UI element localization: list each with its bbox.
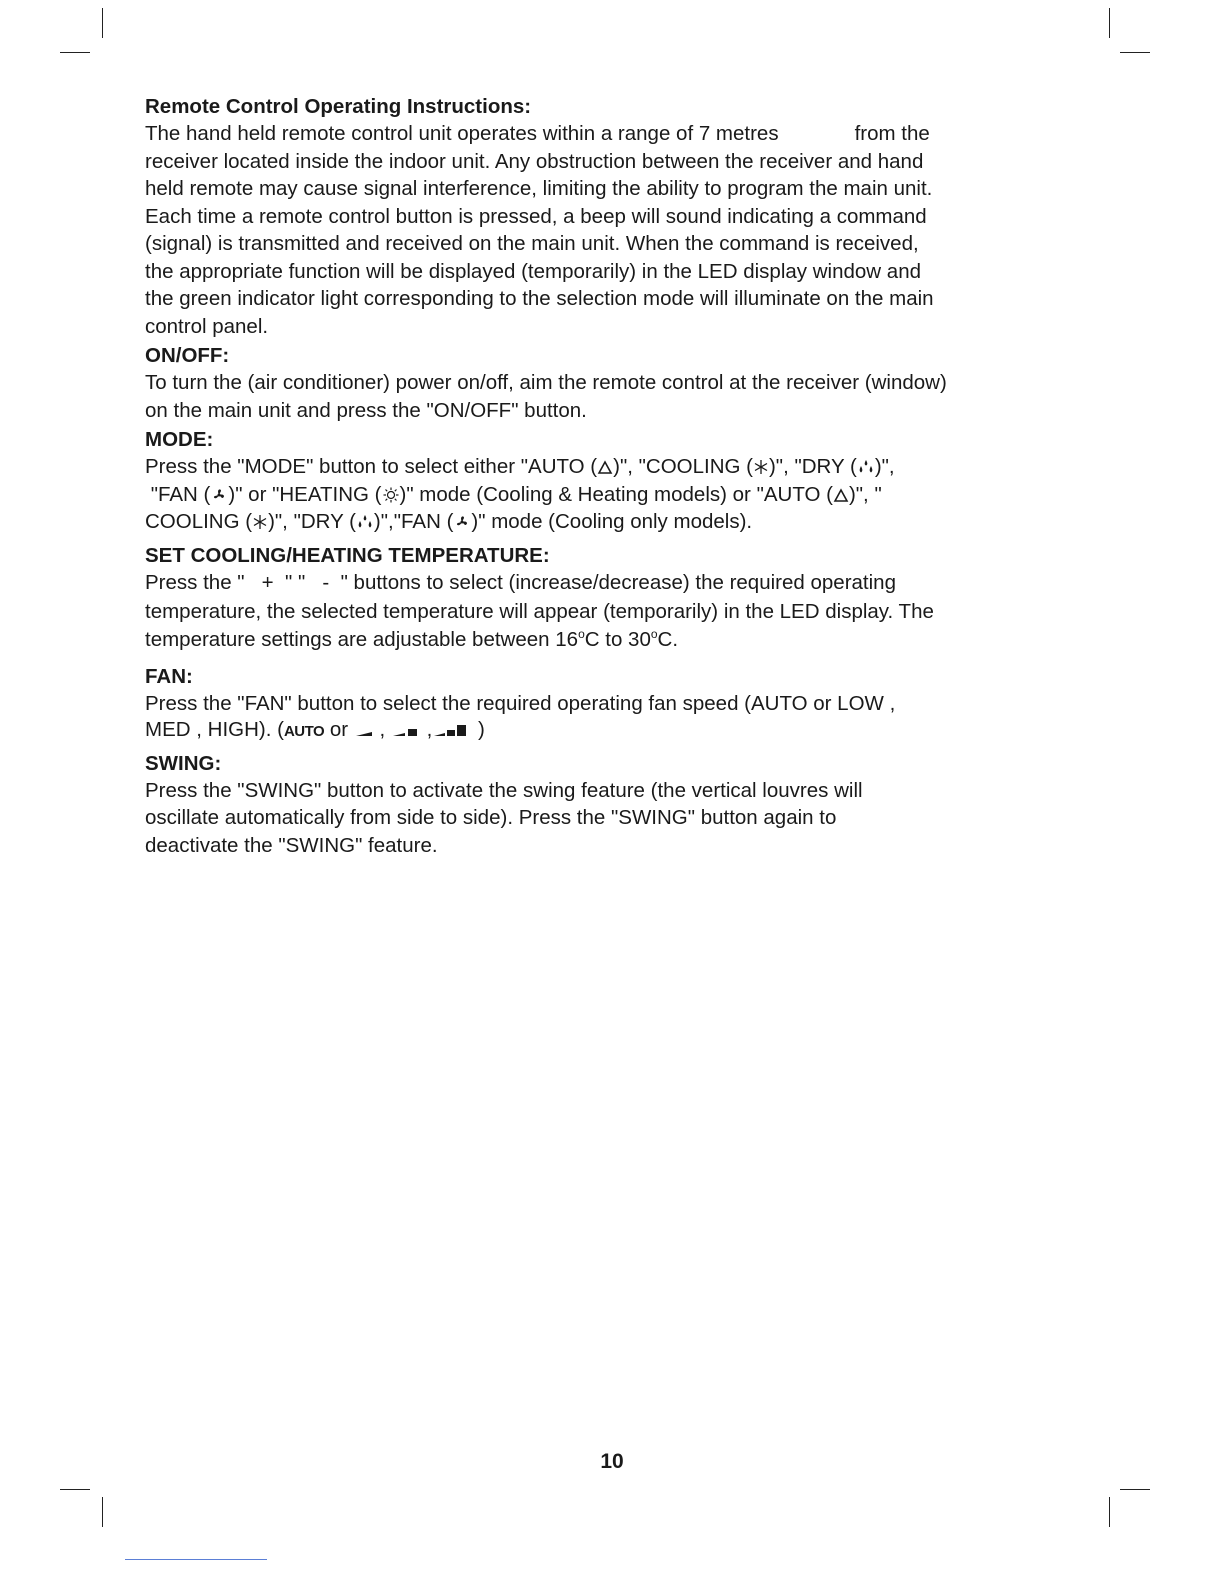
crop-mark-top-left-h: [60, 52, 90, 53]
intro-line: (signal) is transmitted and received on the main unit. When the command is received,: [145, 232, 919, 255]
mode-text: )", "DRY (: [768, 455, 857, 478]
swing-line: Press the "SWING" button to activate the swing feature (the vertical louvres will: [145, 778, 863, 802]
droplet-icon: [356, 514, 374, 530]
intro-line: the appropriate function will be displayed (temporarily) in the LED display window and: [145, 259, 921, 283]
mode-text: )", "DRY (: [268, 510, 356, 533]
snowflake-icon: [252, 514, 268, 530]
crop-mark-top-left-v: [102, 8, 103, 38]
degree-symbol: o: [650, 626, 658, 641]
swing-section: [145, 750, 1045, 860]
snowflake-icon: [753, 459, 769, 475]
mode-text: )", "COOLING (: [613, 455, 753, 478]
fan-heading: FAN:: [145, 665, 193, 688]
temperature-line: C to 30: [584, 627, 651, 651]
temperature-section: [145, 542, 1045, 654]
swing-heading: SWING:: [145, 751, 222, 775]
fan-line: ): [472, 717, 485, 741]
intro-line: Each time a remote control button is pressed, a beep will sound indicating a command: [145, 204, 927, 228]
crop-mark-top-right-v: [1109, 8, 1110, 38]
mode-text: COOLING (: [145, 510, 253, 533]
mode-text: )","FAN (: [373, 510, 454, 533]
onoff-heading: ON/OFF:: [145, 344, 230, 367]
page-number: 10: [600, 1450, 624, 1473]
droplet-icon: [857, 459, 875, 475]
mode-text: )",: [874, 455, 895, 478]
fan-line: or: [324, 717, 354, 741]
mode-text: Press the "MODE" button to select either "AUTO (: [145, 455, 598, 478]
fan-line: ,: [373, 717, 391, 741]
footer-rule: [125, 1559, 267, 1560]
page-title: Remote Control Operating Instructions:: [145, 95, 532, 118]
fan-speed-med-icon: [391, 724, 421, 738]
mode-text: )" mode (Cooling & Heating models) or "AUTO (: [399, 482, 833, 506]
mode-section: [145, 426, 1045, 536]
sun-icon: [382, 487, 400, 503]
mode-heading: MODE:: [145, 428, 214, 451]
temperature-line: Press the " + " " - " buttons to select (increase/decrease) the required operating: [145, 570, 896, 594]
fan-line: MED , HIGH). (: [145, 717, 284, 741]
fan-speed-high-icon: [432, 722, 472, 738]
fan-icon: [453, 514, 471, 530]
intro-line: control panel.: [145, 314, 269, 338]
page-content: [145, 93, 1045, 859]
mode-text: "FAN (: [150, 482, 211, 506]
onoff-line: To turn the (air conditioner) power on/off, aim the remote control at the receiver (window): [145, 371, 947, 394]
intro-line-1b: from the: [854, 122, 930, 145]
mode-text: )", ": [848, 482, 882, 506]
intro-paragraph: [145, 120, 1045, 340]
auto-icon: [597, 459, 613, 475]
fan-line: Press the "FAN" button to select the required operating fan speed (AUTO or LOW ,: [145, 692, 896, 715]
temperature-heading: SET COOLING/HEATING TEMPERATURE:: [145, 543, 550, 567]
temperature-line: temperature, the selected temperature will appear (temporarily) in the LED display. The: [145, 600, 934, 623]
mode-text: )" mode (Cooling only models).: [471, 510, 753, 533]
swing-line: oscillate automatically from side to side). Press the "SWING" button again to: [145, 806, 837, 829]
fan-auto-label: AUTO: [283, 722, 325, 740]
temperature-line: C.: [657, 627, 679, 651]
fan-line: ,: [420, 717, 433, 741]
crop-mark-bottom-right-v: [1109, 1497, 1110, 1527]
fan-section: [145, 663, 1045, 744]
crop-mark-top-right-h: [1120, 52, 1150, 53]
intro-line-1a: The hand held remote control unit operates within a range of 7 metres: [145, 122, 779, 145]
crop-mark-bottom-right-h: [1120, 1489, 1150, 1490]
temperature-line: temperature settings are adjustable between 16: [145, 627, 579, 651]
swing-line: deactivate the "SWING" feature.: [145, 833, 438, 857]
onoff-line: on the main unit and press the "ON/OFF" button.: [145, 398, 587, 422]
onoff-section: [145, 342, 1045, 424]
mode-text: )" or "HEATING (: [228, 482, 382, 506]
intro-line: the green indicator light corresponding to the selection mode will illuminate on the main: [145, 287, 934, 310]
crop-mark-bottom-left-h: [60, 1489, 90, 1490]
intro-line: held remote may cause signal interference, limiting the ability to program the main unit.: [145, 177, 933, 200]
fan-speed-low-icon: [354, 724, 374, 738]
fan-icon: [210, 487, 228, 503]
intro-line: receiver located inside the indoor unit. Any obstruction between the receiver and hand: [145, 149, 924, 173]
degree-symbol: o: [578, 626, 585, 641]
auto-icon: [833, 487, 849, 503]
crop-mark-bottom-left-v: [102, 1497, 103, 1527]
